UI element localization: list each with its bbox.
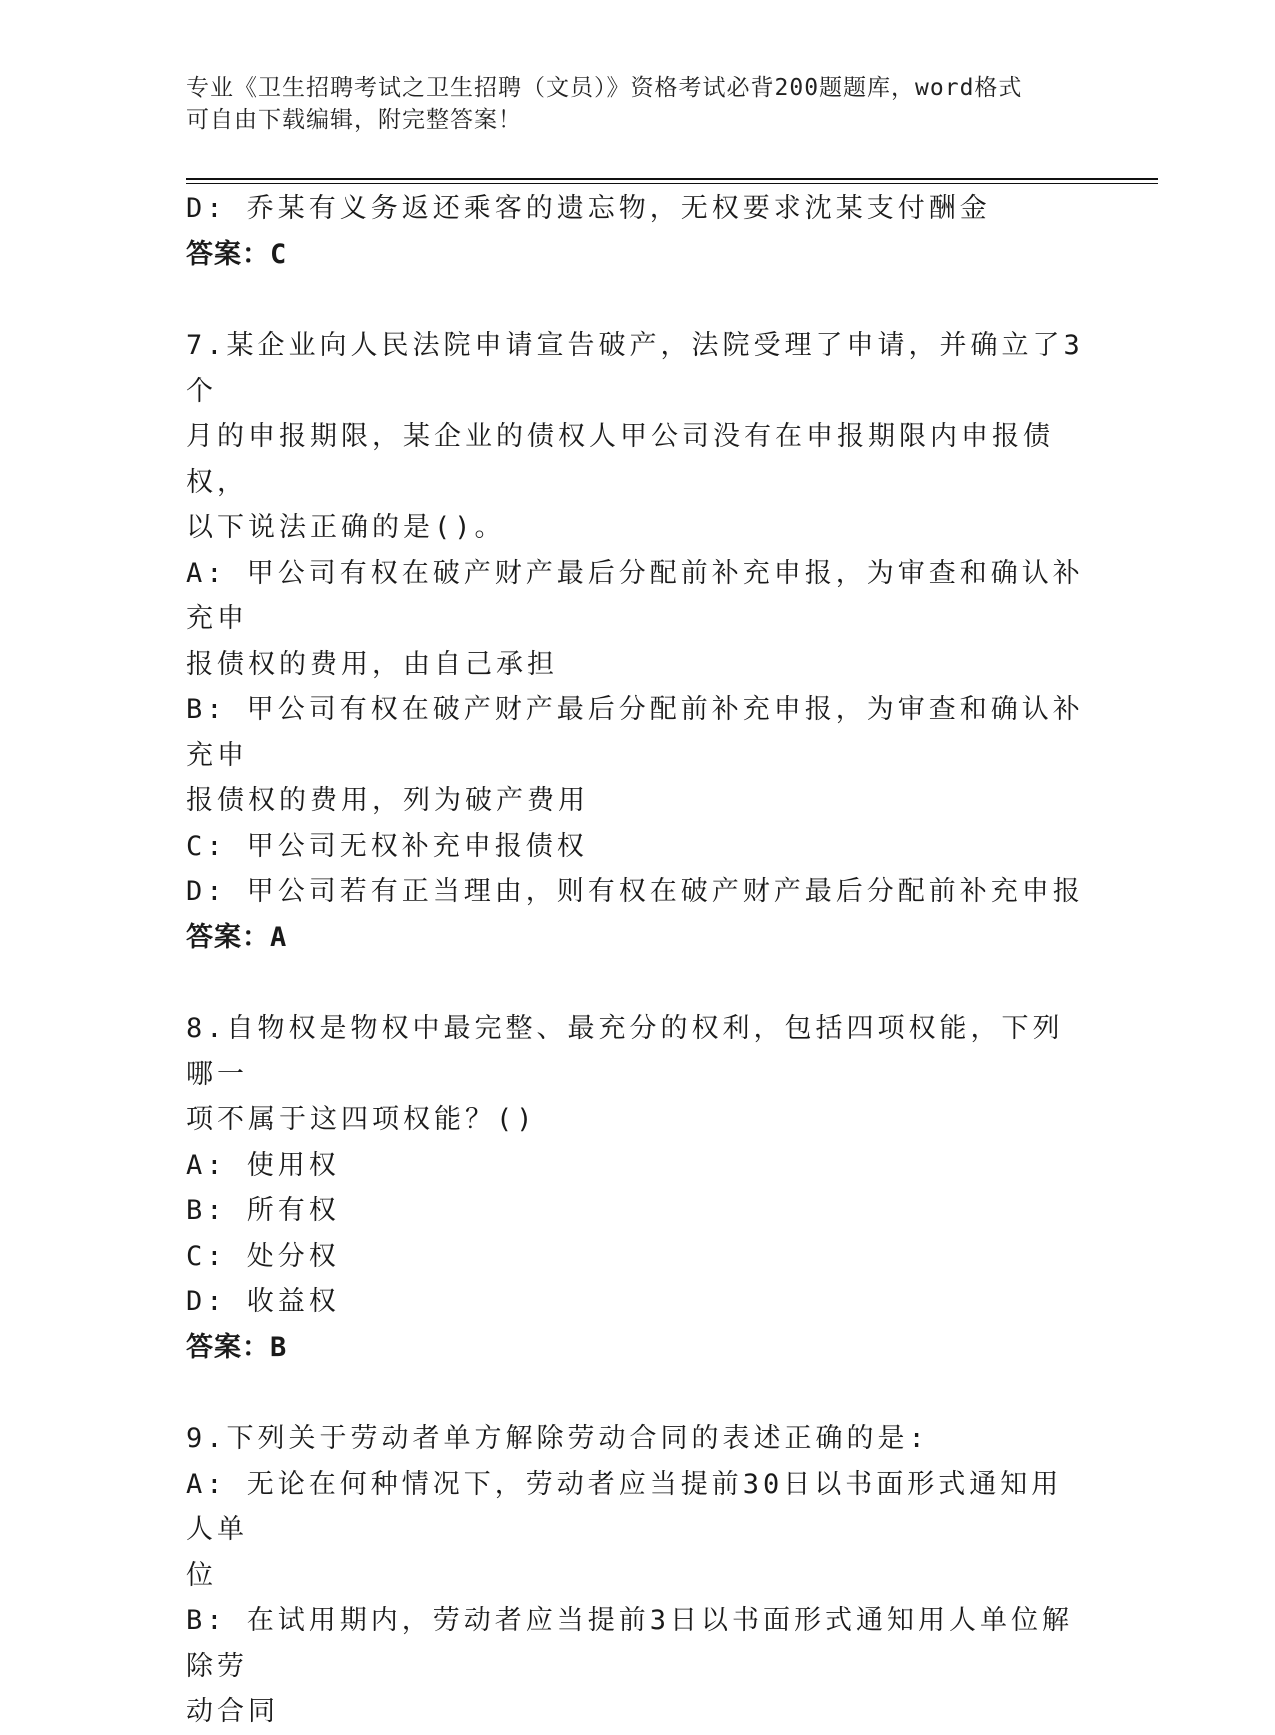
option-a: A: 无论在何种情况下，劳动者应当提前30日以书面形式通知用人单 [186,1468,1063,1545]
option-c: C: 甲公司无权补充申报债权 [186,830,588,862]
question-stem-line: 8.自物权是物权中最完整、最充分的权利，包括四项权能，下列哪一 [186,1013,1064,1090]
question-block-9 [186,1416,1086,1735]
question-block-prev [186,186,1086,277]
option-b: B: 在试用期内，劳动者应当提前3日以书面形式通知用人单位解除劳 [186,1605,1074,1682]
option-a-continued: 位 [186,1559,217,1591]
question-stem-line: 9.下列关于劳动者单方解除劳动合同的表述正确的是: [186,1423,929,1454]
answer-line: 答案：B [186,1331,288,1363]
question-block-8 [186,1006,1086,1370]
option-c: C: 处分权 [186,1240,340,1272]
document-header [186,72,1066,136]
option-b: B: 所有权 [186,1195,340,1226]
question-stem-line: 项不属于这四项权能？() [186,1104,537,1135]
header-title-line-2: 可自由下载编辑，附完整答案！ [186,107,522,133]
option-a: A: 使用权 [186,1149,340,1181]
option-a-continued: 报债权的费用，由自己承担 [186,648,558,680]
header-title-line-1: 专业《卫生招聘考试之卫生招聘（文员）》资格考试必背200题题库，word格式 [186,75,1023,101]
option-a: A: 甲公司有权在破产财产最后分配前补充申报，为审查和确认补充申 [186,557,1084,634]
spacer [186,1370,1086,1416]
option-b-continued: 报债权的费用，列为破产费用 [186,785,589,816]
answer-line: 答案：C [186,238,288,270]
question-stem-line: 以下说法正确的是()。 [186,512,506,543]
option-d: D: 乔某有义务返还乘客的遗忘物，无权要求沈某支付酬金 [186,193,991,224]
answer-line: 答案：A [186,921,288,953]
spacer [186,960,1086,1006]
document-body [186,186,1086,1735]
header-divider-thin [186,183,1158,184]
option-d: D: 甲公司若有正当理由，则有权在破产财产最后分配前补充申报 [186,876,1084,907]
option-b-continued: 动合同 [186,1696,279,1727]
option-b: B: 甲公司有权在破产财产最后分配前补充申报，为审查和确认补充申 [186,694,1084,771]
question-block-7 [186,323,1086,960]
option-d: D: 收益权 [186,1286,340,1317]
question-stem-line: 7.某企业向人民法院申请宣告破产，法院受理了申请，并确立了3个 [186,330,1084,407]
header-divider-thick [186,178,1158,180]
question-stem-line: 月的申报期限，某企业的债权人甲公司没有在申报期限内申报债权， [186,421,1054,498]
spacer [186,277,1086,323]
